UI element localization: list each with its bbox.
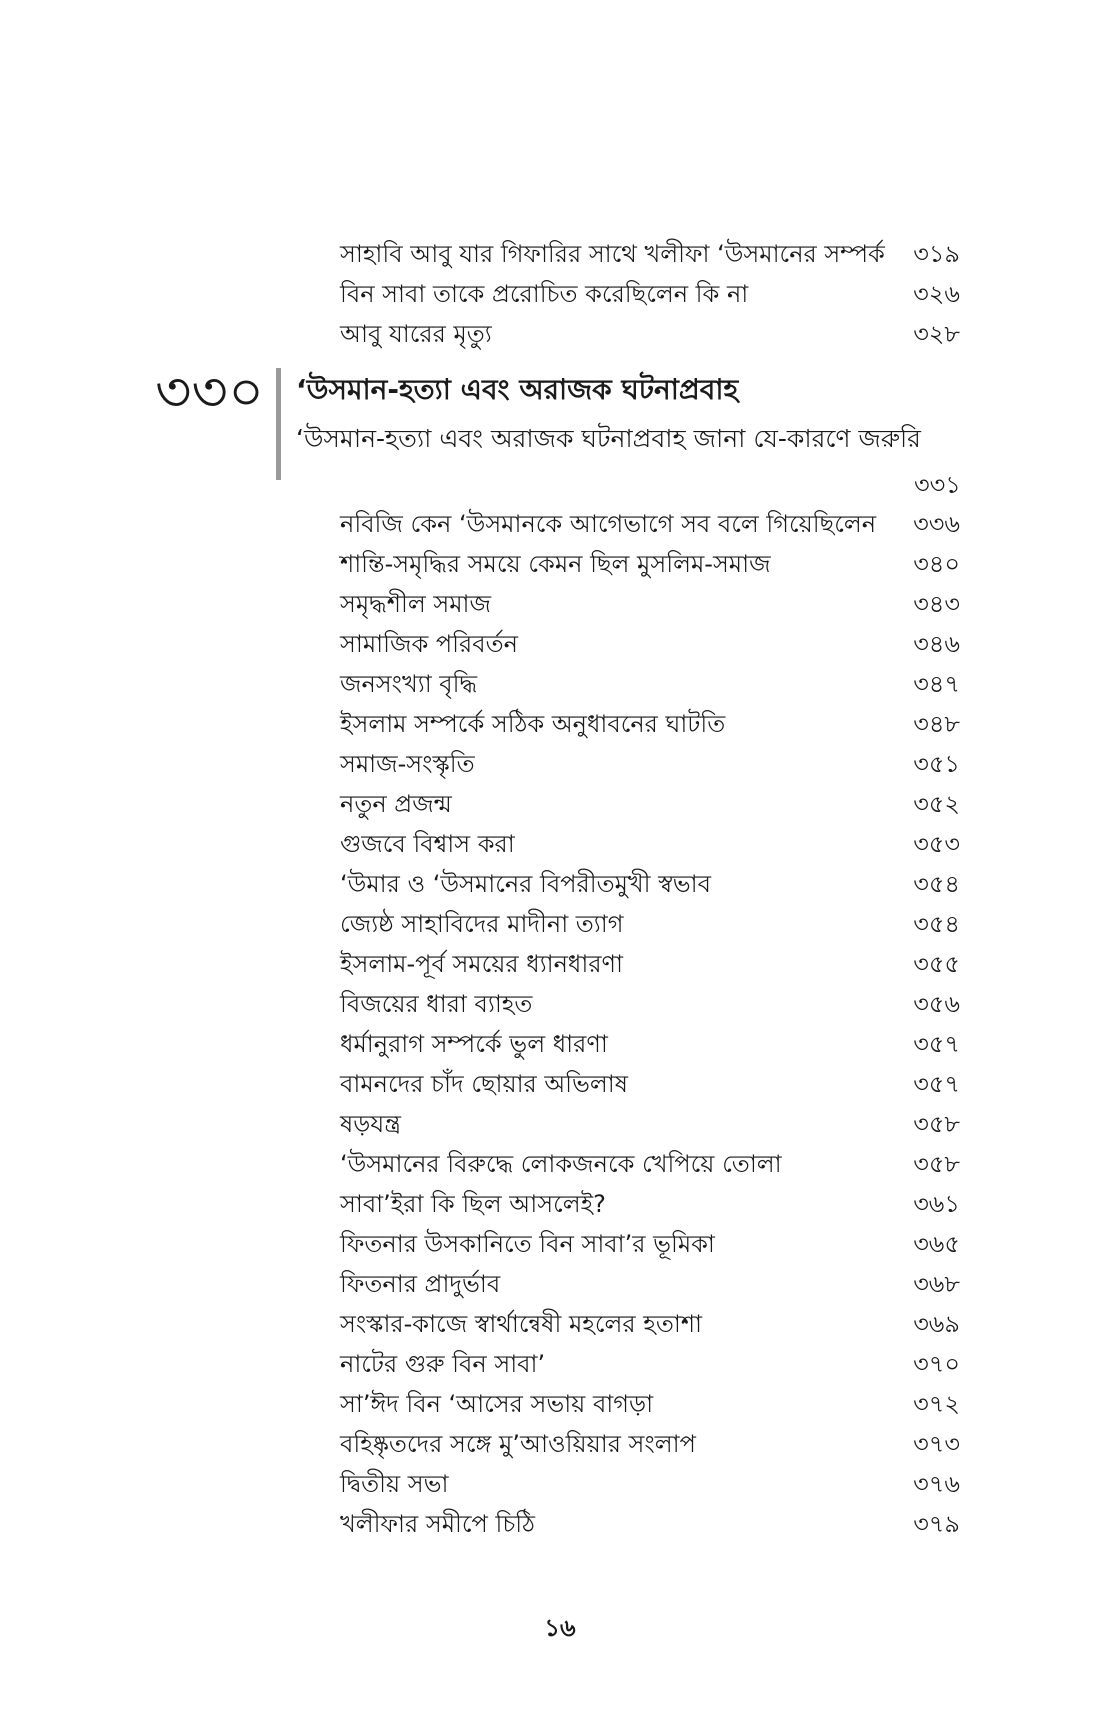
toc-entry-title: সমাজ-সংস্কৃতি — [340, 750, 475, 778]
toc-entry-title: সাবা’ইরা কি ছিল আসলেই? — [340, 1190, 606, 1218]
toc-entry-page: ৩৭৩ — [913, 1430, 960, 1458]
toc-entry-page: ৩৭০ — [913, 1350, 960, 1378]
toc-entry — [340, 1424, 960, 1464]
toc-entry-page: ৩৫৪ — [913, 910, 960, 938]
toc-entry-title: ফিতনার উসকানিতে বিন সাবা’র ভূমিকা — [340, 1230, 715, 1258]
toc-entry-page: ৩২৮ — [913, 320, 960, 348]
toc-entry — [340, 1184, 960, 1224]
toc-entry — [340, 504, 960, 544]
toc-entry — [340, 1464, 960, 1504]
toc-entry-title: নাটের গুরু বিন সাবা’ — [340, 1350, 546, 1378]
page-number: ১৬ — [544, 1614, 576, 1642]
toc-entry-page: ৩১৯ — [913, 240, 960, 268]
toc-entry-title: ‘উমার ও ‘উসমানের বিপরীতমুখী স্বভাব — [340, 870, 711, 898]
toc-entry-title: বামনদের চাঁদ ছোয়ার অভিলাষ — [340, 1070, 628, 1098]
toc-entry — [340, 624, 960, 664]
chapter-page-number: ৩৩০ — [155, 360, 265, 425]
toc-entry-page: ৩৫১ — [913, 750, 960, 778]
toc-entry — [340, 1064, 960, 1104]
toc-entry-page: ৩৫৪ — [913, 870, 960, 898]
toc-entry-title: দ্বিতীয় সভা — [340, 1470, 449, 1498]
chapter-title: ‘উসমান-হত্যা এবং অরাজক ঘটনাপ্রবাহ — [296, 373, 739, 406]
toc-entry-title: সামাজিক পরিবর্তন — [340, 630, 518, 658]
toc-entry-page: ৩৭২ — [913, 1390, 960, 1418]
toc-entry-page: ৩২৬ — [913, 280, 960, 308]
toc-entry-title: শান্তি-সমৃদ্ধির সময়ে কেমন ছিল মুসলিম-সমাজ — [340, 550, 771, 578]
toc-entry-page: ৩৬৫ — [913, 1230, 960, 1258]
toc-entry — [340, 274, 960, 314]
toc-entry-page: ৩৫৭ — [913, 1070, 960, 1098]
toc-entry — [340, 1144, 960, 1184]
toc-entry-title: সংস্কার-কাজে স্বার্থান্বেষী মহলের হতাশা — [340, 1310, 702, 1338]
toc-entry — [340, 864, 960, 904]
toc-entry-title: আবু যারের মৃত্যু — [340, 320, 492, 348]
toc-entry — [340, 1344, 960, 1384]
toc-entry-title: নবিজি কেন ‘উসমানকে আগেভাগে সব বলে গিয়েছিলেন — [340, 510, 877, 538]
toc-entry — [340, 784, 960, 824]
toc-entry — [340, 1104, 960, 1144]
chapter-divider — [276, 368, 281, 480]
toc-entry-title: ইসলাম সম্পর্কে সঠিক অনুধাবনের ঘাটতি — [340, 710, 726, 738]
toc-entry — [340, 744, 960, 784]
toc-entry-page: ৩৫৮ — [913, 1110, 960, 1138]
toc-entry-title: বিজয়ের ধারা ব্যাহত — [340, 990, 533, 1018]
toc-entry — [340, 1264, 960, 1304]
toc-entry-page: ৩৪০ — [913, 550, 960, 578]
toc-entry — [340, 664, 960, 704]
toc-entry-title: গুজবে বিশ্বাস করা — [340, 830, 515, 858]
toc-entry-title: নতুন প্রজন্ম — [340, 790, 452, 818]
toc-entry-page: ৩৫২ — [913, 790, 960, 818]
toc-entry-page: ৩৬৯ — [913, 1310, 960, 1338]
toc-entry-page: ৩৫৬ — [913, 990, 960, 1018]
toc-entry-title: ফিতনার প্রাদুর্ভাব — [340, 1270, 501, 1298]
toc-entry-title: সমৃদ্ধশীল সমাজ — [340, 590, 491, 618]
toc-entry — [340, 1304, 960, 1344]
toc-entry — [340, 584, 960, 624]
toc-entry — [340, 1384, 960, 1424]
chapter-intro-page: ৩৩১ — [914, 471, 961, 499]
toc-entry-title: খলীফার সমীপে চিঠি — [340, 1510, 535, 1538]
toc-entry-page: ৩৪৩ — [913, 590, 960, 618]
toc-entry-title: বিন সাবা তাকে প্ররোচিত করেছিলেন কি না — [340, 280, 749, 308]
toc-entry-page: ৩৩৬ — [913, 510, 960, 538]
toc-entry-title: সা’ঈদ বিন ‘আসের সভায় বাগড়া — [340, 1390, 654, 1418]
toc-entry-page: ৩৪৬ — [913, 630, 960, 658]
toc-entry — [340, 544, 960, 584]
chapter-intro-title: ‘উসমান-হত্যা এবং অরাজক ঘটনাপ্রবাহ জানা যে-কারণে জরুরি — [296, 424, 921, 453]
toc-entry — [340, 824, 960, 864]
toc-entry-title: সাহাবি আবু যার গিফারির সাথে খলীফা ‘উসমানের সম্পর্ক — [340, 240, 885, 268]
toc-entry — [340, 1224, 960, 1264]
toc-entry-title: ষড়যন্ত্র — [340, 1110, 401, 1138]
toc-entry — [340, 944, 960, 984]
toc-entry-page: ৩৭৬ — [913, 1470, 960, 1498]
toc-entry-page: ৩৫৩ — [913, 830, 960, 858]
toc-entry — [340, 234, 960, 274]
toc-entry-title: বহিষ্কৃতদের সঙ্গে মু’আওয়িয়ার সংলাপ — [340, 1430, 696, 1458]
toc-entry-page: ৩৫৭ — [913, 1030, 960, 1058]
toc-entry-page: ৩৭৯ — [913, 1510, 960, 1538]
toc-entry-title: জনসংখ্যা বৃদ্ধি — [340, 670, 478, 698]
toc-entry-page: ৩৫৫ — [913, 950, 960, 978]
toc-entry-page: ৩৫৮ — [913, 1150, 960, 1178]
toc-entry — [340, 1024, 960, 1064]
toc-entry-title: ধর্মানুরাগ সম্পর্কে ভুল ধারণা — [340, 1030, 608, 1058]
toc-entry-title: ইসলাম-পূর্ব সময়ের ধ্যানধারণা — [340, 950, 624, 978]
toc-entry-page: ৩৬৮ — [913, 1270, 960, 1298]
toc-entry-page: ৩৪৮ — [913, 710, 960, 738]
toc-entry-title: ‘উসমানের বিরুদ্ধে লোকজনকে খেপিয়ে তোলা — [340, 1150, 782, 1178]
toc-entry — [340, 904, 960, 944]
toc-entry — [340, 704, 960, 744]
toc-entry — [340, 1504, 960, 1544]
toc-entry-page: ৩৬১ — [913, 1190, 960, 1218]
toc-entry-page: ৩৪৭ — [913, 670, 960, 698]
toc-entry — [340, 314, 960, 354]
toc-entry — [340, 984, 960, 1024]
toc-entry-title: জ্যেষ্ঠ সাহাবিদের মাদীনা ত্যাগ — [340, 910, 624, 938]
